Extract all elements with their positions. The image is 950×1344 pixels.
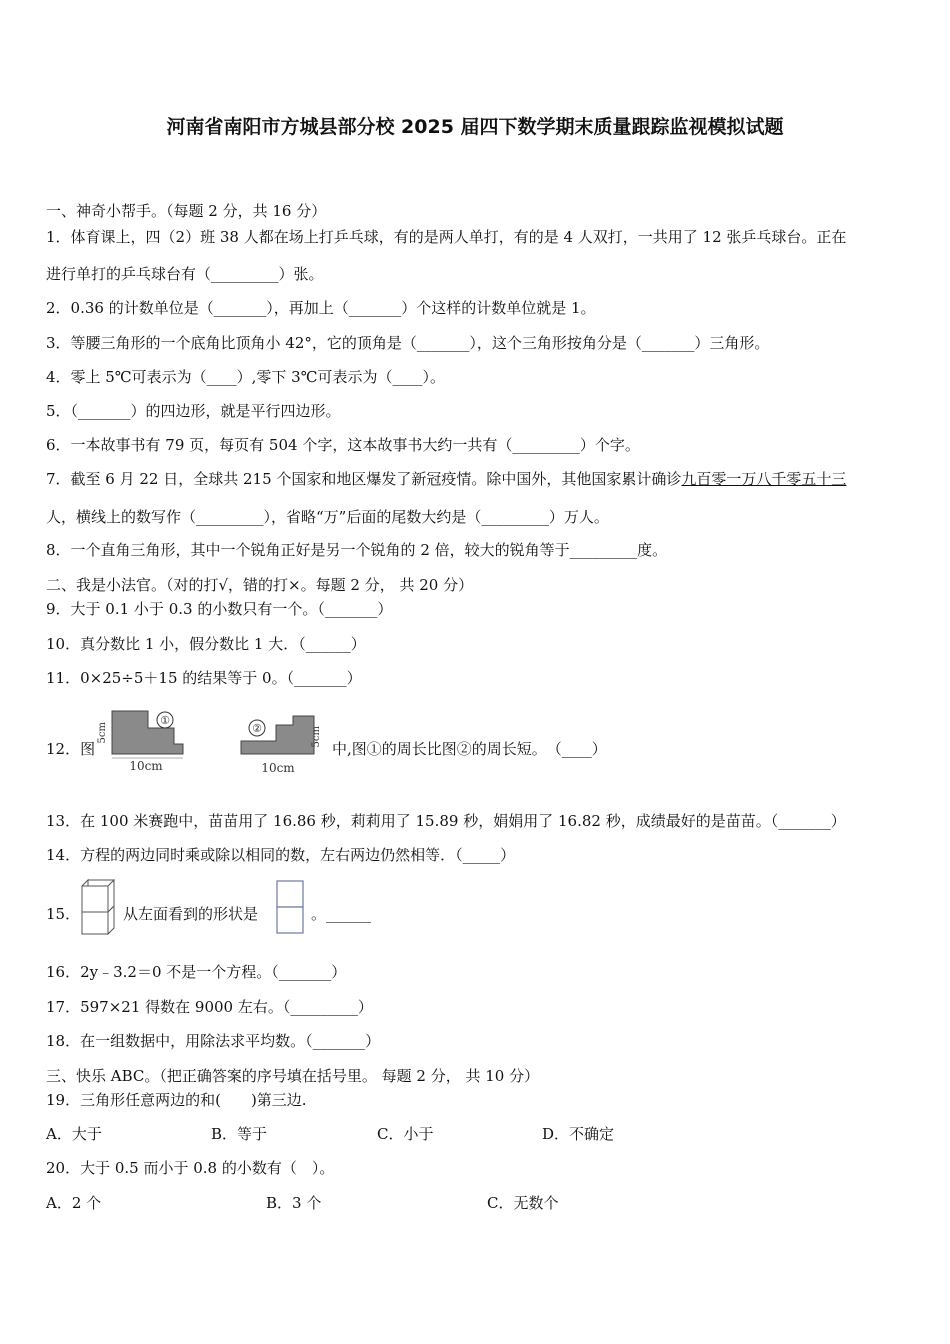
question-15-answer: 。______ bbox=[311, 905, 372, 923]
question-20-option-a[interactable]: A．2 个 bbox=[46, 1194, 102, 1212]
left-view-top-square bbox=[277, 881, 303, 907]
question-19-option-d[interactable]: D．不确定 bbox=[542, 1125, 615, 1143]
question-20-option-c[interactable]: C．无数个 bbox=[487, 1194, 559, 1212]
question-12-text: 中,图①的周长比图②的周长短。 （____） bbox=[332, 740, 607, 758]
figure-1-mark: ① bbox=[160, 714, 170, 727]
figure-2-width-label: 10cm bbox=[261, 761, 295, 775]
question-15-label: 15． bbox=[46, 905, 81, 923]
question-12-label: 12．图 bbox=[46, 740, 96, 758]
question-1-line-2: 进行单打的乒乓球台有（_________）张。 bbox=[46, 265, 324, 283]
question-11: 11．0×25÷5＋15 的结果等于 0。（_______） bbox=[46, 669, 362, 687]
section-3-heading: 三、快乐 ABC。（把正确答案的序号填在括号里。 每题 2 分， 共 10 分） bbox=[46, 1067, 540, 1085]
question-14: 14．方程的两边同时乘或除以相同的数，左右两边仍然相等．（_____） bbox=[46, 846, 516, 864]
question-16: 16．2y﹣3.2＝0 不是一个方程。（_______） bbox=[46, 963, 347, 981]
question-12-figure-2 bbox=[226, 706, 330, 782]
question-20-option-b[interactable]: B．3 个 bbox=[266, 1194, 322, 1212]
question-15-cube-figure bbox=[78, 876, 120, 940]
question-18: 18．在一组数据中，用除法求平均数。（_______） bbox=[46, 1032, 381, 1050]
section-1-heading: 一、神奇小帮手。（每题 2 分，共 16 分） bbox=[46, 202, 327, 220]
page-title: 河南省南阳市方城县部分校 2025 届四下数学期末质量跟踪监视模拟试题 bbox=[166, 116, 784, 138]
question-10: 10．真分数比 1 小，假分数比 1 大．（______） bbox=[46, 635, 366, 653]
left-view-bottom-square bbox=[277, 907, 303, 933]
question-20: 20．大于 0.5 而小于 0.8 的小数有（ ）。 bbox=[46, 1159, 335, 1177]
question-19-option-a[interactable]: A．大于 bbox=[46, 1125, 102, 1143]
question-3: 3．等腰三角形的一个底角比顶角小 42°，它的顶角是（_______），这个三角形按角分是（_______）三角形。 bbox=[46, 334, 770, 352]
question-8: 8．一个直角三角形，其中一个锐角正好是另一个锐角的 2 倍，较大的锐角等于_________度。 bbox=[46, 541, 668, 559]
cube-bottom-face bbox=[82, 912, 108, 934]
question-7-text: 7．截至 6 月 22 日，全球共 215 个国家和地区爆发了新冠疫情。除中国外，其他国家累计确诊 bbox=[46, 470, 682, 488]
question-12-figure-1 bbox=[96, 706, 192, 780]
question-7-line-1 bbox=[46, 469, 846, 489]
question-15-left-view bbox=[275, 879, 305, 939]
question-17: 17．597×21 得数在 9000 左右。（_________） bbox=[46, 998, 373, 1016]
question-2: 2．0.36 的计数单位是（_______），再加上（_______）个这样的计数单位就是 1。 bbox=[46, 299, 596, 317]
question-6: 6．一本故事书有 79 页，每页有 504 个字，这本故事书大约一共有（_________）个字。 bbox=[46, 436, 640, 454]
question-4: 4．零上 5℃可表示为（____）,零下 3℃可表示为（____）。 bbox=[46, 368, 445, 386]
figure-2-mark: ② bbox=[252, 722, 262, 735]
question-15-text: 从左面看到的形状是 bbox=[123, 905, 259, 923]
question-9: 9．大于 0.1 小于 0.3 的小数只有一个。（_______） bbox=[46, 600, 393, 618]
question-19-option-b[interactable]: B．等于 bbox=[211, 1125, 268, 1143]
question-5: 5．（_______）的四边形，就是平行四边形。 bbox=[46, 402, 341, 420]
section-2-heading: 二、我是小法官。（对的打√，错的打×。每题 2 分， 共 20 分） bbox=[46, 576, 474, 594]
figure-1-height-label: 5cm bbox=[97, 722, 108, 744]
question-19: 19．三角形任意两边的和( )第三边. bbox=[46, 1091, 307, 1109]
question-1-line-1: 1．体育课上，四（2）班 38 人都在场上打乒乓球，有的是两人单打，有的是 4 人双打，一共用了 12 张乒乓球台。正在 bbox=[46, 228, 847, 246]
cube-top-face bbox=[82, 886, 108, 912]
question-7-line-2: 人，横线上的数写作（_________），省略“万”后面的尾数大约是（_________）万人。 bbox=[46, 508, 609, 526]
question-13: 13．在 100 米赛跑中，苗苗用了 16.86 秒，莉莉用了 15.89 秒，娟娟用了 16.82 秒，成绩最好的是苗苗。（_______） bbox=[46, 812, 846, 830]
figure-2-height-label: 5cm bbox=[311, 726, 322, 748]
question-19-option-c[interactable]: C．小于 bbox=[377, 1125, 434, 1143]
figure-1-width-label: 10cm bbox=[129, 759, 163, 773]
question-7-underlined-number: 九百零一万八千零五十三 bbox=[681, 470, 847, 488]
